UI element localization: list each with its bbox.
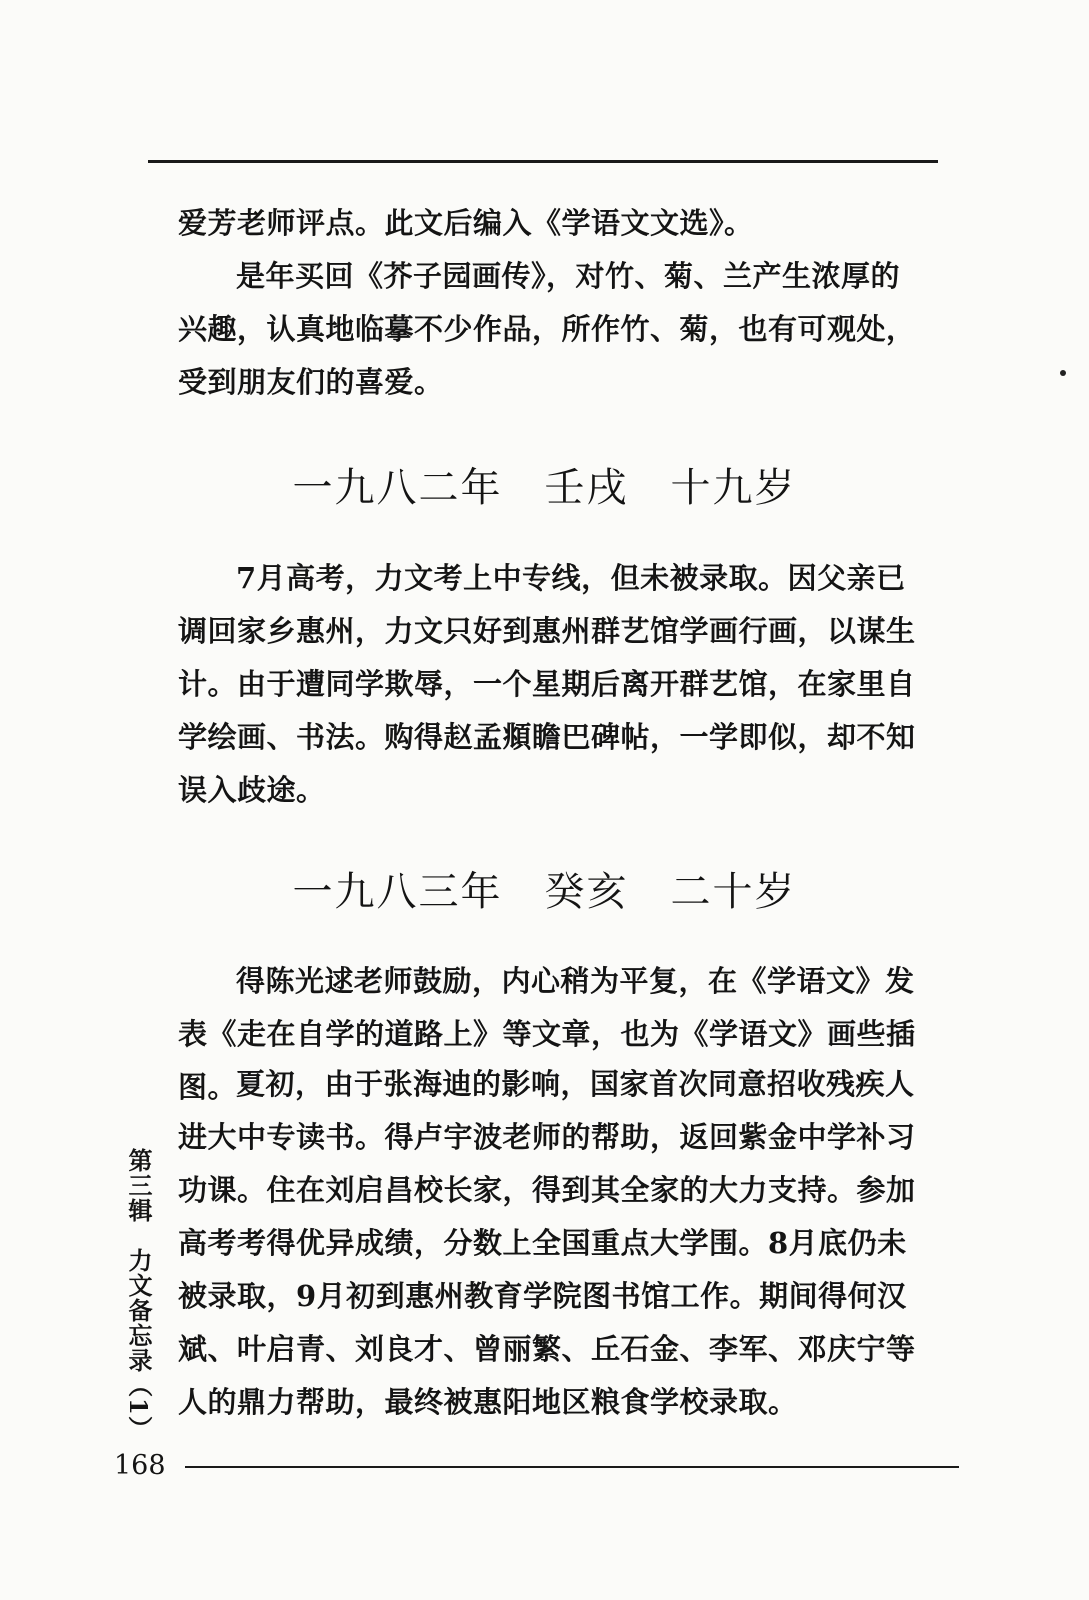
- paragraph-1: 爱芳老师评点。此文后编入《学语文文选》。: [178, 206, 754, 240]
- page-number: 168: [114, 1450, 166, 1481]
- scan-speck: [1060, 370, 1066, 376]
- paragraph-2: 是年买回《芥子园画传》，对竹、菊、兰产生浓厚的兴趣，认真地临摹不少作品，所作竹、菊，也有可观处，受到朋友们的喜爱。: [178, 259, 916, 399]
- paragraph-4: 得陈光逑老师鼓励，内心稍为平复，在《学语文》发表《走在自学的道路上》等文章，也为《学语文》画些插图。: [178, 964, 916, 1104]
- bottom-rule: [185, 1466, 959, 1468]
- paragraph-5: 夏初，由于张海迪的影响，国家首次同意招收残疾人进大中专读书。得卢宇波老师的帮助，返回紫金中学补习功课。住在刘启昌校长家，得到其全家的大力支持。参加高考考得优异成绩，分数上全国重点大学围。8月底仍未被录取，9月初到惠州教育学院图书馆工作。期间得何汉斌、叶启青、刘良才、曾丽繁、丘石金、李军、邓庆宁等人的鼎力帮助，最终被惠阳地区粮食学校录取。: [178, 1067, 916, 1419]
- paragraph-3: 7月高考，力文考上中专线，但未被录取。因父亲已调回家乡惠州，力文只好到惠州群艺馆学画行画，以谋生计。由于遭同学欺辱，一个星期后离开群艺馆，在家里自学绘画、书法。购得赵孟頫瞻巴碑帖，一学即似，却不知误入歧途。: [178, 561, 916, 807]
- top-rule: [148, 160, 938, 163]
- side-section-caption: 第三辑 力文备忘录（1）: [124, 1148, 153, 1441]
- section-heading-1983: 一九八三年 癸亥 二十岁: [292, 869, 797, 915]
- section-heading-1982: 一九八二年 壬戌 十九岁: [292, 465, 797, 511]
